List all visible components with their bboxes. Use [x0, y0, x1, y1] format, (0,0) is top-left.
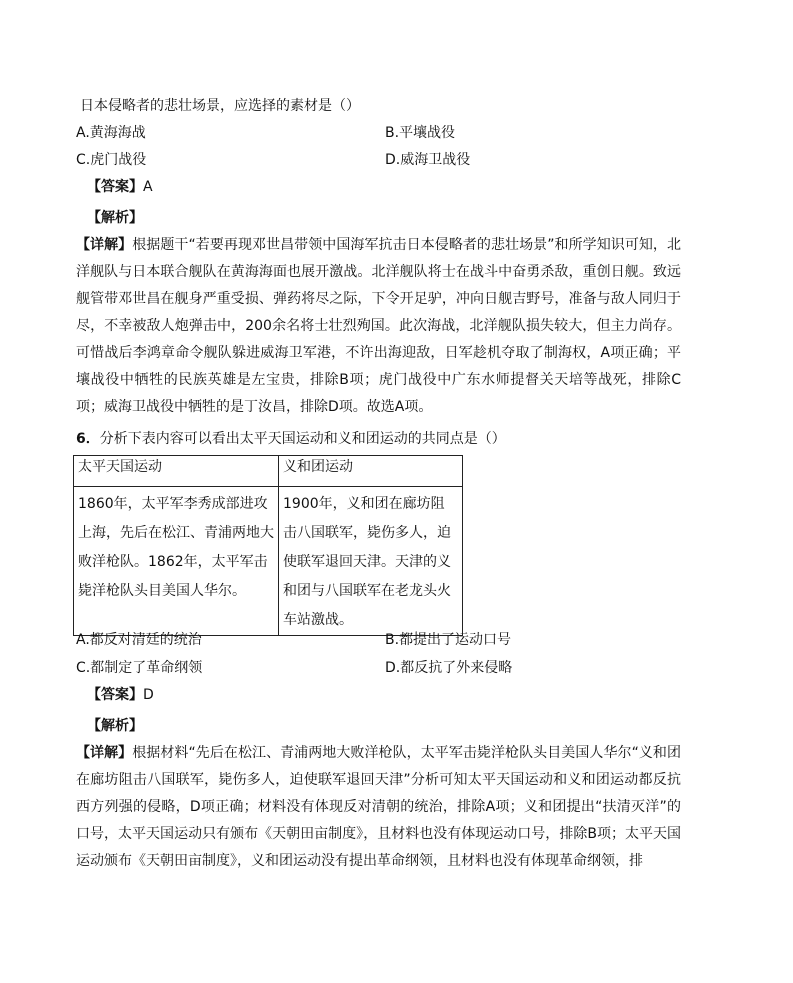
- option-b: [385, 123, 455, 143]
- option-text: 威海卫战役: [400, 152, 471, 168]
- question-text: 分析下表内容可以看出太平天国运动和义和团运动的共同点是（）: [99, 431, 506, 447]
- option-letter: A.: [76, 125, 90, 141]
- option-text: 都提出了运动口号: [399, 632, 512, 648]
- option-a: [76, 630, 202, 650]
- detail-text: 根据材料“先后在松江、青浦两地大败洋枪队，太平军击毙洋枪队头目美国人华尔“义和团在廊坊阻击八国联军，毙伤多人，迫使联军退回天津”分析可知太平天国运动和义和团运动都反抗西方列强的侵略，D项正确；材料没有体现反对清朝的统治，排除A项；义和团提出“扶清灭洋”的口号，太平天国运动只有颁布《天朝田亩制度》，且材料也没有体现运动口号，排除B项；太平天国运动颁布《天朝田亩制度》，义和团运动没有提出革命纲领，且材料也没有体现革命纲领，排: [76, 745, 681, 869]
- option-letter: A.: [76, 632, 90, 648]
- answer-value: A: [143, 179, 153, 195]
- answer-value: D: [143, 687, 154, 703]
- option-letter: B.: [385, 125, 400, 141]
- detail-paragraph: [76, 740, 681, 875]
- option-text: 虎门战役: [90, 152, 147, 168]
- answer-label: 【答案】: [87, 687, 143, 703]
- option-text: 黄海海战: [89, 125, 146, 141]
- table-header-cell: 义和团运动: [279, 456, 463, 487]
- option-text: 都反抗了外来侵略: [400, 660, 513, 676]
- option-text: 平壤战役: [399, 125, 456, 141]
- table-cell: 1860年，太平军李秀成部进攻上海，先后在松江、青浦两地大败洋枪队。1862年，太平军击毙洋枪队头目美国人华尔。: [74, 487, 279, 636]
- comparison-table: [73, 455, 463, 636]
- option-text: 都制定了革命纲领: [90, 660, 203, 676]
- question-number: 6．: [76, 431, 100, 447]
- answer-line: [87, 685, 154, 705]
- detail-paragraph: [76, 232, 681, 421]
- option-b: [385, 630, 511, 650]
- detail-label: 【详解】: [76, 237, 133, 253]
- option-a: [76, 123, 146, 143]
- detail-text: 根据题干“若要再现邓世昌带领中国海军抗击日本侵略者的悲壮场景”和所学知识可知，北洋舰队与日本联合舰队在黄海海面也展开激战。北洋舰队将士在战斗中奋勇杀敌，重创日舰。致远舰管带邓世昌在舰身严重受损、弹药将尽之际，下令开足驴，冲向日舰吉野号，准备与敌人同归于尽，不幸被敌人炮弹击中，200余名将士壮烈殉国。此次海战，北洋舰队损失较大，但主力尚存。可惜战后李鸿章命令舰队躲进威海卫军港，不许出海迎敌，日军趁机夺取了制海权，A项正确；平壤战役中牺牲的民族英雄是左宝贵，排除B项；虎门战役中广东水师提督关天培等战死，排除C项；威海卫战役中牺牲的是丁汝昌，排除D项。故选A项。: [76, 237, 681, 415]
- answer-label: 【答案】: [87, 179, 143, 195]
- table-row: [74, 487, 463, 636]
- option-c: [76, 150, 146, 170]
- analysis-label: 【解析】: [87, 210, 143, 226]
- option-c: [76, 658, 202, 678]
- table-cell: 1900年，义和团在廊坊阻击八国联军，毙伤多人，迫使联军退回天津。天津的义和团与八国联军在老龙头火车站激战。: [279, 487, 463, 636]
- analysis-label: 【解析】: [87, 718, 143, 734]
- answer-line: [87, 177, 153, 197]
- option-letter: B.: [385, 632, 400, 648]
- question-5-stem: 日本侵略者的悲壮场景，应选择的素材是（）: [80, 98, 360, 114]
- option-letter: D.: [385, 660, 401, 676]
- detail-label: 【详解】: [76, 745, 133, 761]
- option-d: [385, 150, 470, 170]
- option-text: 都反对清廷的统治: [89, 632, 202, 648]
- option-d: [385, 658, 512, 678]
- option-letter: D.: [385, 152, 401, 168]
- option-letter: C.: [76, 152, 91, 168]
- question-6-stem: [76, 429, 506, 449]
- table-header-cell: 太平天国运动: [74, 456, 279, 487]
- table-header-row: [74, 456, 463, 487]
- option-letter: C.: [76, 660, 91, 676]
